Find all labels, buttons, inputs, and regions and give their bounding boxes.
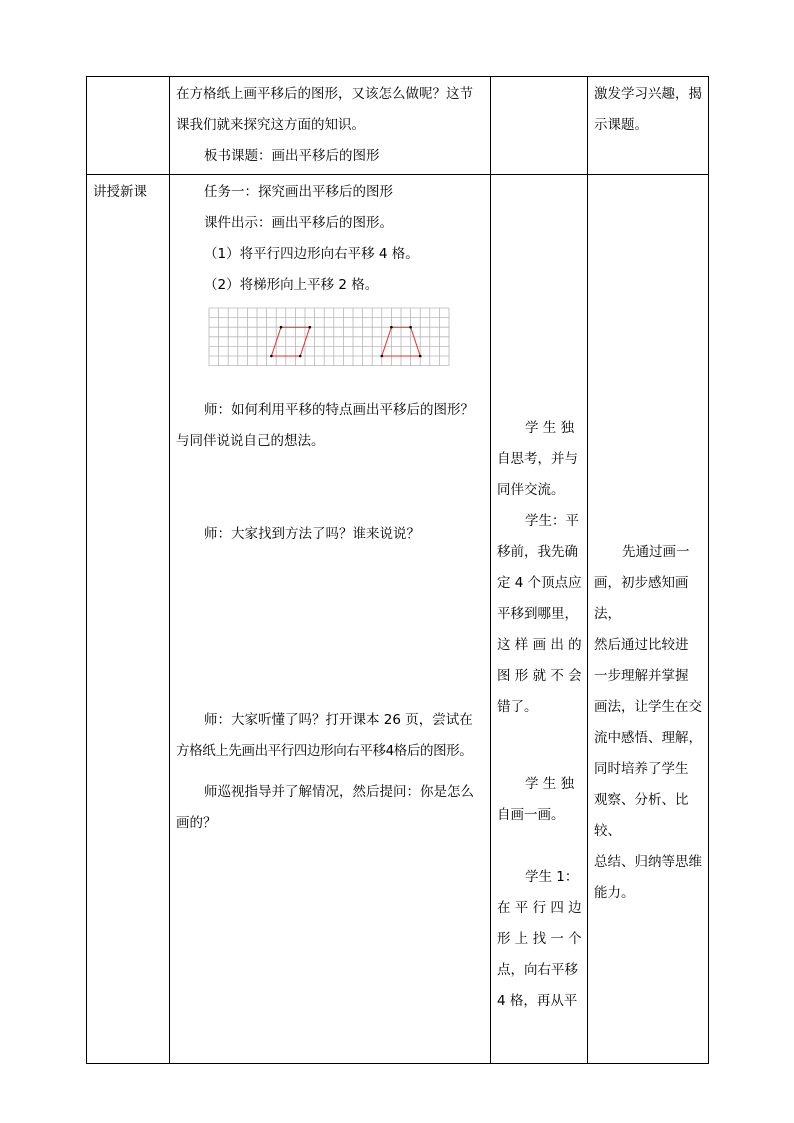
intent-cell	[588, 175, 709, 1064]
intent-line: 先通过画一	[622, 544, 690, 560]
grid-lines	[209, 308, 449, 366]
teacher-question: 师：大家找到方法了吗？谁来说说？	[204, 526, 420, 542]
student-answer: 定 4 个顶点应	[497, 575, 582, 591]
intent-line: 流中感悟、理解，	[594, 730, 702, 746]
task-title: 任务一：探究画出平移后的图形	[204, 184, 393, 200]
intent-line: 能力。	[594, 885, 635, 901]
student-answer: 形 上 找 一 个	[497, 931, 582, 947]
intent-line: 然后通过比较进	[594, 637, 689, 653]
intent-line: 观察、分析、比较、	[594, 792, 689, 839]
vertex-dot	[309, 326, 312, 329]
intent-line: 示课题。	[594, 117, 648, 133]
content-cell	[170, 77, 491, 175]
teacher-question: 师巡视指导并了解情况，然后提问：你是怎么	[204, 784, 474, 800]
lesson-table	[86, 76, 709, 1064]
intent-line: 画，初步感知画法，	[594, 575, 689, 622]
parallelogram-shape	[271, 327, 309, 356]
intent-line: 一步理解并掌握	[594, 668, 689, 684]
student-answer: 点，向右平移	[497, 962, 578, 978]
teacher-question: 与同伴说说自己的想法。	[176, 433, 325, 449]
vertex-dot	[299, 355, 302, 358]
intent-line: 画法，让学生在交	[594, 699, 702, 715]
content-line: 在方格纸上画平移后的图形，又该怎么做呢？这节	[176, 86, 473, 102]
student-activity: 同伴交流。	[497, 482, 565, 498]
content-cell	[170, 175, 491, 1064]
vertex-dot	[409, 326, 412, 329]
grid-figure	[208, 307, 484, 385]
vertex-dot	[390, 326, 393, 329]
student-answer: 4 格，再从平	[497, 993, 578, 1009]
table-row	[87, 77, 709, 175]
teacher-question: 画的？	[176, 815, 217, 831]
student-activity: 自思考，并与	[497, 451, 578, 467]
vertex-dot	[419, 355, 422, 358]
intent-line: 同时培养了学生	[594, 761, 689, 777]
student-cell	[491, 175, 588, 1064]
intent-line: 激发学习兴趣，揭	[594, 86, 702, 102]
student-activity: 学 生 独	[525, 420, 575, 436]
student-answer: 这 样 画 出 的	[497, 637, 582, 653]
grid-paper	[208, 307, 452, 373]
teacher-question: 师：如何利用平移的特点画出平移后的图形？	[204, 402, 474, 418]
teacher-question: 师：大家听懂了吗？打开课本 26 页，尝试在	[204, 712, 473, 728]
board-title: 板书课题：画出平移后的图形	[204, 148, 380, 164]
teacher-question: 方格纸上先画出平行四边形向右平移4格后的图形。	[176, 743, 473, 759]
student-answer: 学生 1：	[525, 869, 579, 885]
table-row	[87, 175, 709, 1064]
exercise-item: （2）将梯形向上平移 2 格。	[204, 277, 379, 293]
vertex-dot	[381, 355, 384, 358]
stage-cell	[87, 175, 170, 1064]
student-activity: 自画一画。	[497, 807, 565, 823]
intent-cell	[588, 77, 709, 175]
stage-label: 讲授新课	[93, 184, 147, 200]
stage-cell	[87, 77, 170, 175]
student-answer: 在 平 行 四 边	[497, 900, 582, 916]
intent-line: 总结、归纳等思维	[594, 854, 702, 870]
student-answer: 图 形 就 不 会	[497, 668, 582, 684]
student-answer: 错了。	[497, 699, 538, 715]
content-line: 课我们就来探究这方面的知识。	[176, 117, 365, 133]
student-activity: 学 生 独	[525, 776, 575, 792]
courseware-line: 课件出示：画出平移后的图形。	[204, 215, 393, 231]
vertex-dot	[280, 326, 283, 329]
student-answer: 学生：平	[525, 513, 579, 529]
exercise-item: （1）将平行四边形向右平移 4 格。	[204, 246, 419, 262]
student-answer: 移前，我先确	[497, 544, 578, 560]
student-answer: 平移到哪里，	[497, 606, 578, 622]
vertex-dot	[270, 355, 273, 358]
student-cell	[491, 77, 588, 175]
